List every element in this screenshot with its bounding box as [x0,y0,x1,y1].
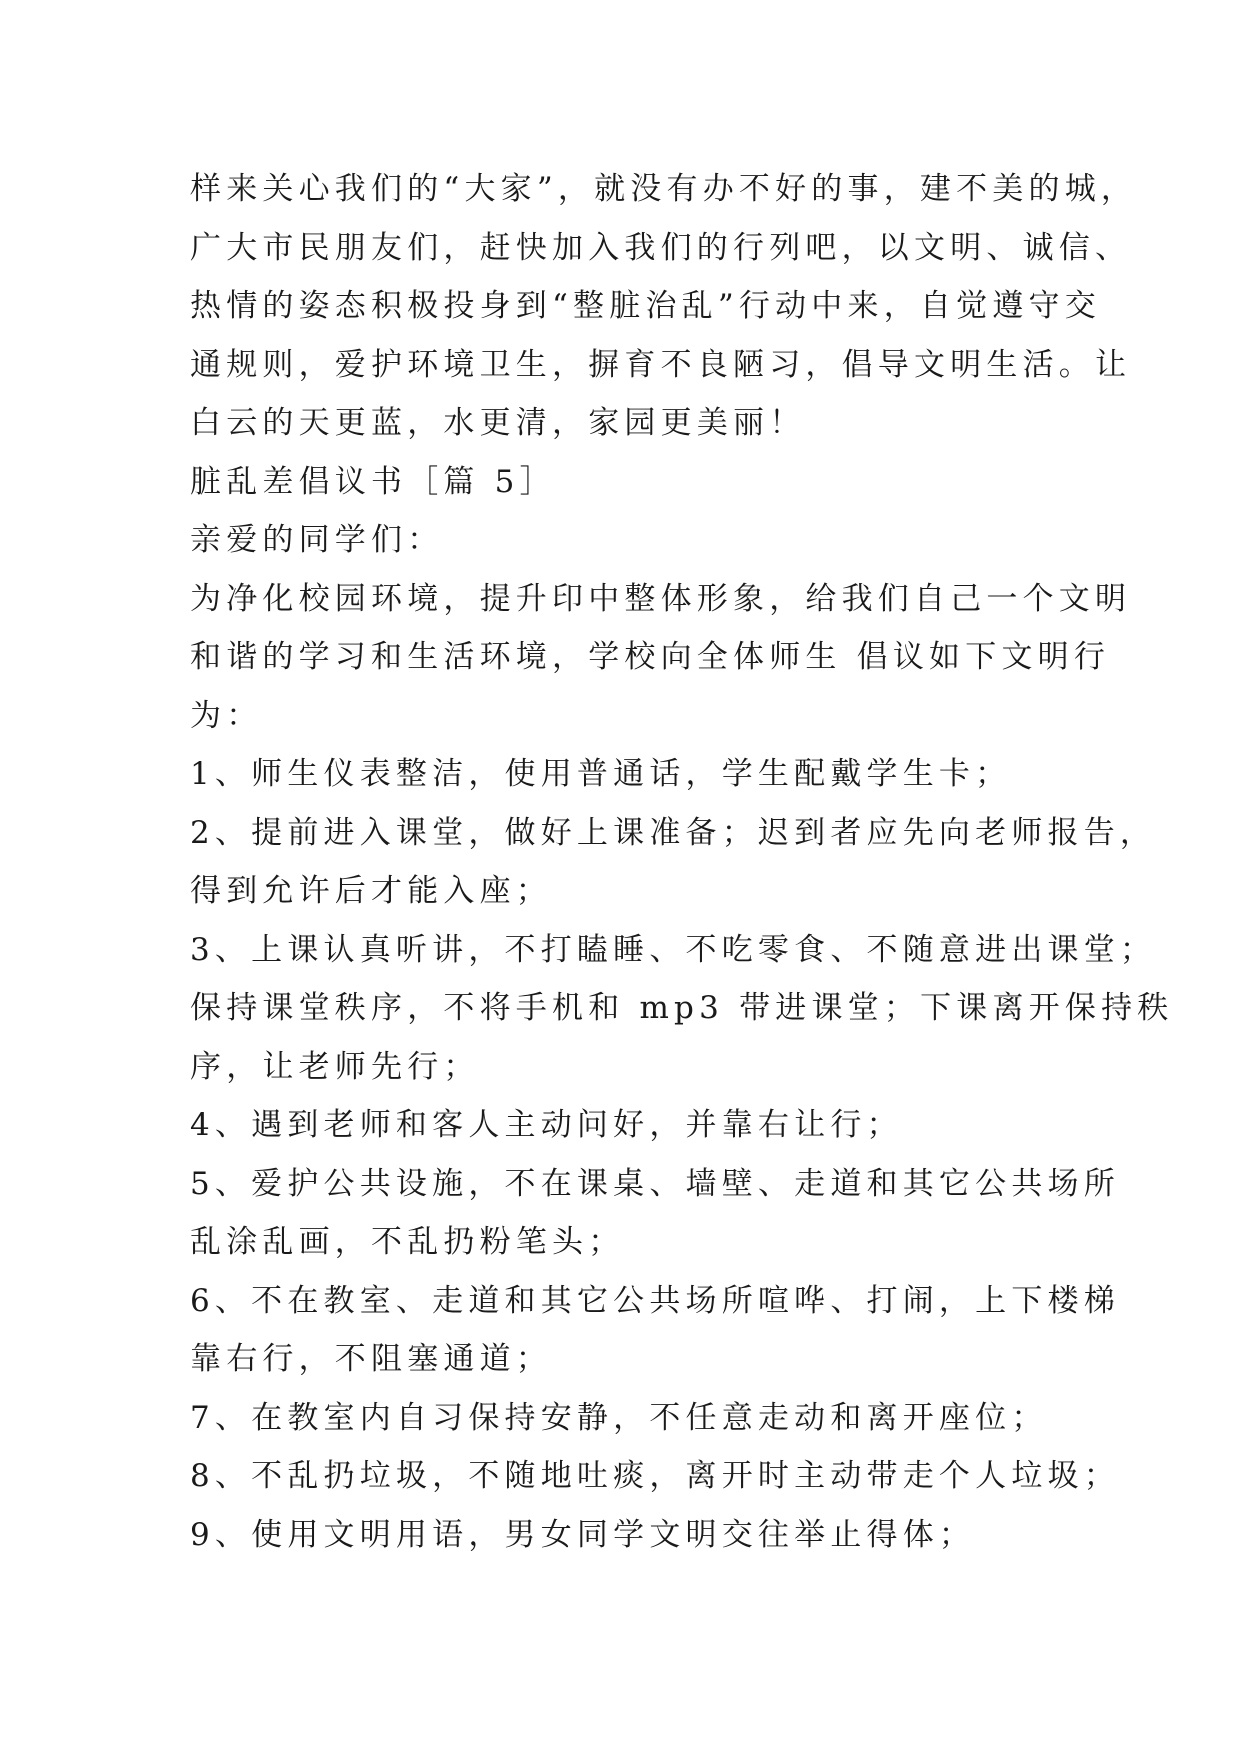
text-line: 通规则，爱护环境卫生，摒育不良陋习，倡导文明生活。让 [190,346,1132,383]
list-item-continuation: 得到允许后才能入座； [190,873,552,909]
list-item-continuation: 序，让老师先行； [190,1048,480,1085]
text-line: 和谐的学习和生活环境，学校向全体师生 倡议如下文明行 [190,639,1111,675]
list-item: 6、不在教室、走道和其它公共场所喧哗、打闹，上下楼梯 [190,1282,1120,1319]
list-item: 4、遇到老师和客人主动问好，并靠右让行； [190,1107,903,1143]
list-item: 5、爱护公共设施，不在课桌、墙壁、走道和其它公共场所 [190,1165,1120,1202]
list-item-continuation: 乱涂乱画，不乱扔粉笔头； [190,1224,625,1260]
text-line: 白云的天更蓝，水更清，家园更美丽！ [190,405,806,441]
list-item: 3、上课认真听讲，不打瞌睡、不吃零食、不随意进出课堂； [190,931,1157,968]
list-item: 8、不乱扔垃圾，不随地吐痰，离开时主动带走个人垃圾； [190,1458,1120,1494]
document-body [190,160,1174,1564]
list-item: 7、在教室内自习保持安静，不任意走动和离开座位； [190,1399,1048,1436]
text-line: 热情的姿态积极投身到“整脏治乱”行动中来，自觉遵守交 [190,288,1101,324]
text-line: 样来关心我们的“大家”，就没有办不好的事，建不美的城， [190,171,1138,207]
list-item: 2、提前进入课堂，做好上课准备；迟到者应先向老师报告， [190,814,1157,851]
list-item-continuation: 靠右行，不阻塞通道； [190,1341,552,1377]
list-item: 1、师生仪表整洁，使用普通话，学生配戴学生卡； [190,756,1012,792]
text-line: 广大市民朋友们，赶快加入我们的行列吧，以文明、诚信、 [190,229,1132,266]
list-item: 9、使用文明用语，男女同学文明交往举止得体； [190,1516,976,1553]
section-heading: 脏乱差倡议书［篇 5］ [190,463,556,500]
list-item-continuation: 保持课堂秩序，不将手机和 mp3 带进课堂；下课离开保持秩 [190,990,1174,1026]
text-line: 为净化校园环境，提升印中整体形象，给我们自己一个文明 [190,580,1132,617]
salutation: 亲爱的同学们： [190,522,444,558]
text-line: 为： [190,697,263,734]
